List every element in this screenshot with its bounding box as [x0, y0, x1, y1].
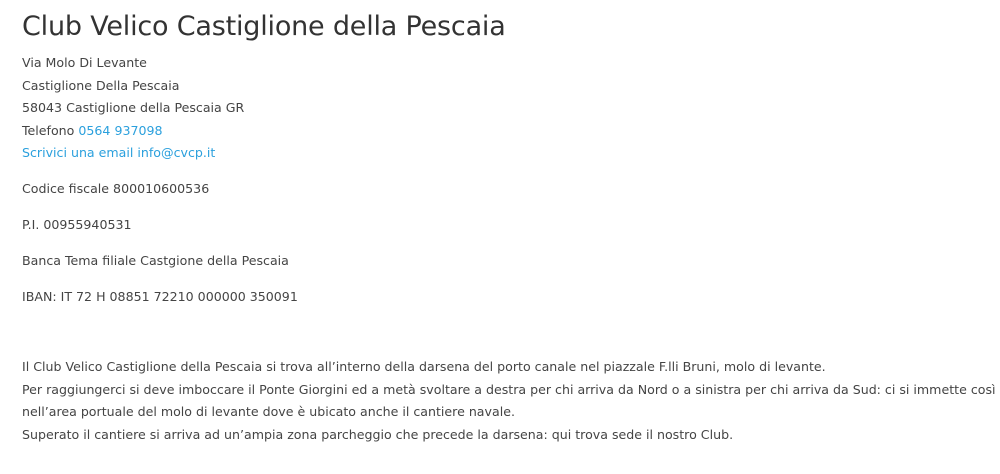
bank-name: Banca Tema filiale Castgione della Pescaia [22, 253, 289, 268]
directions-paragraph [22, 356, 996, 446]
address-city: Castiglione Della Pescaia [22, 78, 180, 93]
email-link[interactable]: Scrivici una email info@cvcp.it [22, 145, 216, 160]
partita-iva: P.I. 00955940531 [22, 217, 132, 232]
address-postal: 58043 Castiglione della Pescaia GR [22, 100, 245, 115]
directions-line: Per raggiungerci si deve imboccare il Ponte Giorgini ed a metà svoltare a destra per chi arriva da Nord o a sinistra per chi arriva da Sud: ci si immette così [22, 381, 996, 397]
phone-link[interactable]: 0564 937098 [78, 123, 163, 138]
page-title: Club Velico Castiglione della Pescaia [22, 11, 506, 42]
directions-line: nell’area portuale del molo di levante dove è ubicato anche il cantiere navale. [22, 404, 515, 420]
address-street: Via Molo Di Levante [22, 55, 147, 70]
directions-line: Superato il cantiere si arriva ad un’ampia zona parcheggio che precede la darsena: qui trova sede il nostro Club. [22, 426, 734, 442]
directions-line: Il Club Velico Castiglione della Pescaia si trova all’interno della darsena del porto canale nel piazzale F.lli Bruni, molo di levante. [22, 359, 826, 374]
phone-label: Telefono [22, 123, 75, 138]
codice-fiscale: Codice fiscale 800010600536 [22, 181, 210, 196]
email-row [22, 144, 215, 162]
phone-row [22, 122, 163, 140]
iban: IBAN: IT 72 H 08851 72210 000000 350091 [22, 289, 298, 304]
